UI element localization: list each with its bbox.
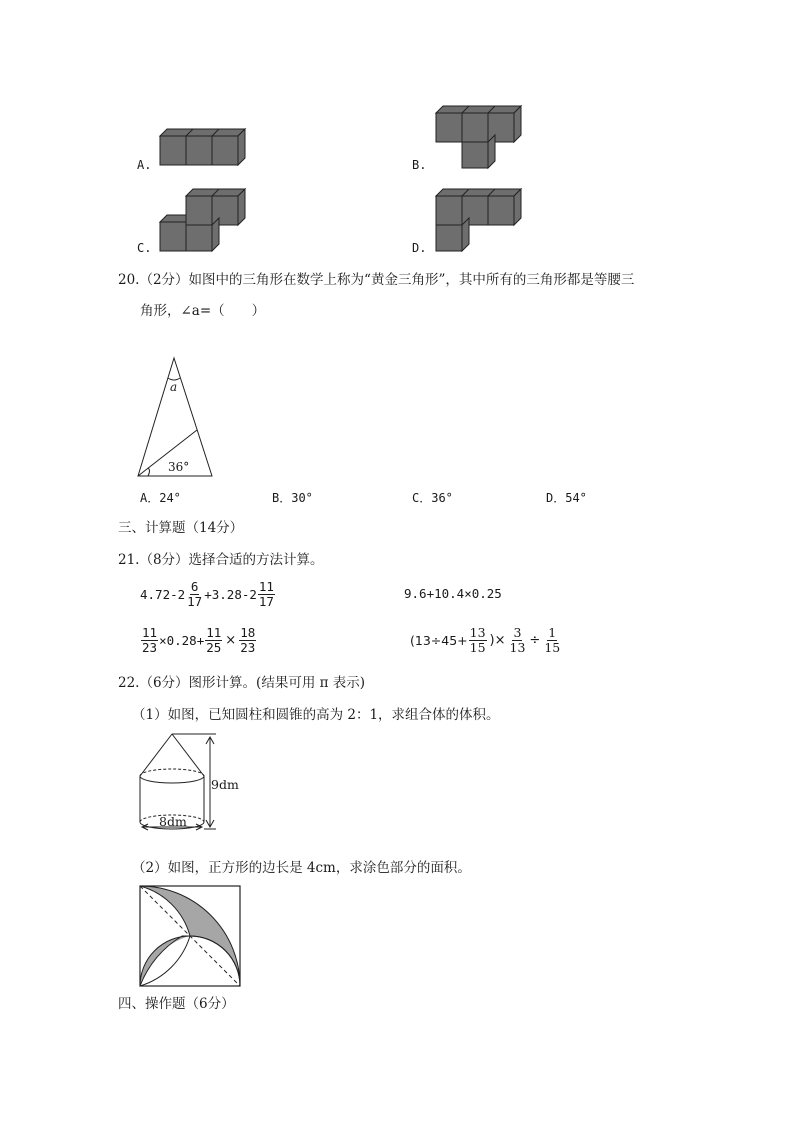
denominator: 15: [469, 640, 486, 655]
q20-stem-line2: 角形，∠a=（ ）: [140, 303, 266, 319]
option-d-cubes: [436, 189, 526, 251]
denominator: 17: [258, 594, 274, 609]
denominator: 23: [240, 640, 256, 655]
option-a-label: A.: [137, 158, 152, 172]
option-b-label: B.: [412, 158, 427, 172]
numerator: 11: [142, 625, 158, 640]
numerator: 3: [513, 625, 522, 640]
numerator: 6: [190, 579, 199, 594]
numerator: 11: [258, 579, 274, 594]
denominator: 15: [544, 640, 561, 655]
fraction: [469, 626, 487, 655]
angle-36-label: 36°: [168, 460, 190, 474]
q20-option-a: A．24°: [140, 491, 181, 505]
q22-stem: 22.（6分）图形计算。(结果可用 π 表示): [118, 675, 366, 691]
option-c-label: C.: [137, 241, 152, 255]
numerator: 18: [240, 625, 256, 640]
q22-part-1: （1）如图，已知圆柱和圆锥的高为 2：1，求组合体的体积。: [132, 707, 500, 723]
option-a-cubes: [160, 129, 250, 169]
square-shaded-figure: [140, 886, 242, 988]
option-c-cubes: [160, 189, 250, 251]
expr3-part-b: ×: [225, 633, 237, 648]
fraction: [205, 626, 222, 655]
section-4-title: 四、操作题（6分）: [118, 996, 235, 1012]
denominator: 17: [187, 594, 203, 609]
denominator: 13: [509, 640, 526, 655]
height-label: 9dm: [211, 777, 239, 792]
expr4-part-b: )×: [489, 633, 506, 648]
q22-part-2: （2）如图，正方形的边长是 4cm，求涂色部分的面积。: [132, 860, 471, 876]
option-d-label: D.: [412, 241, 427, 255]
expr1-part-b: +3.28-2: [204, 587, 257, 602]
numerator: 11: [206, 625, 222, 640]
fraction: [543, 626, 561, 655]
expr1-part-a: 4.72-2: [140, 587, 186, 602]
fraction: [258, 580, 275, 609]
fraction: [141, 626, 158, 655]
q20-option-c: C．36°: [412, 491, 453, 505]
q21-expr-4: [410, 626, 562, 655]
numerator: 1: [548, 625, 557, 640]
expr3-part-a: ×0.28+: [159, 633, 205, 648]
q21-expr-1: [140, 580, 276, 609]
fraction: [186, 580, 203, 609]
q20-option-d: D．54°: [546, 491, 587, 505]
expr4-part-a: (13÷45+: [410, 633, 468, 648]
expr4-part-c: ÷: [529, 633, 541, 648]
q20-stem-line1: 20.（2分）如图中的三角形在数学上称为“黄金三角形”，其中所有的三角形都是等腰三: [118, 272, 635, 288]
section-3-title: 三、计算题（14分）: [118, 520, 244, 536]
fraction: [509, 626, 527, 655]
q21-expr-3: [140, 626, 257, 655]
q21-stem: 21.（8分）选择合适的方法计算。: [118, 552, 324, 568]
q20-option-b: B．30°: [272, 491, 313, 505]
denominator: 25: [206, 640, 222, 655]
diameter-label: 8dm: [159, 814, 187, 829]
numerator: 13: [469, 625, 486, 640]
q21-expr-2: 9.6+10.4×0.25: [404, 586, 502, 601]
fraction: [239, 626, 256, 655]
angle-a-label: a: [170, 380, 178, 394]
denominator: 23: [142, 640, 158, 655]
option-b-cubes: [436, 106, 526, 168]
